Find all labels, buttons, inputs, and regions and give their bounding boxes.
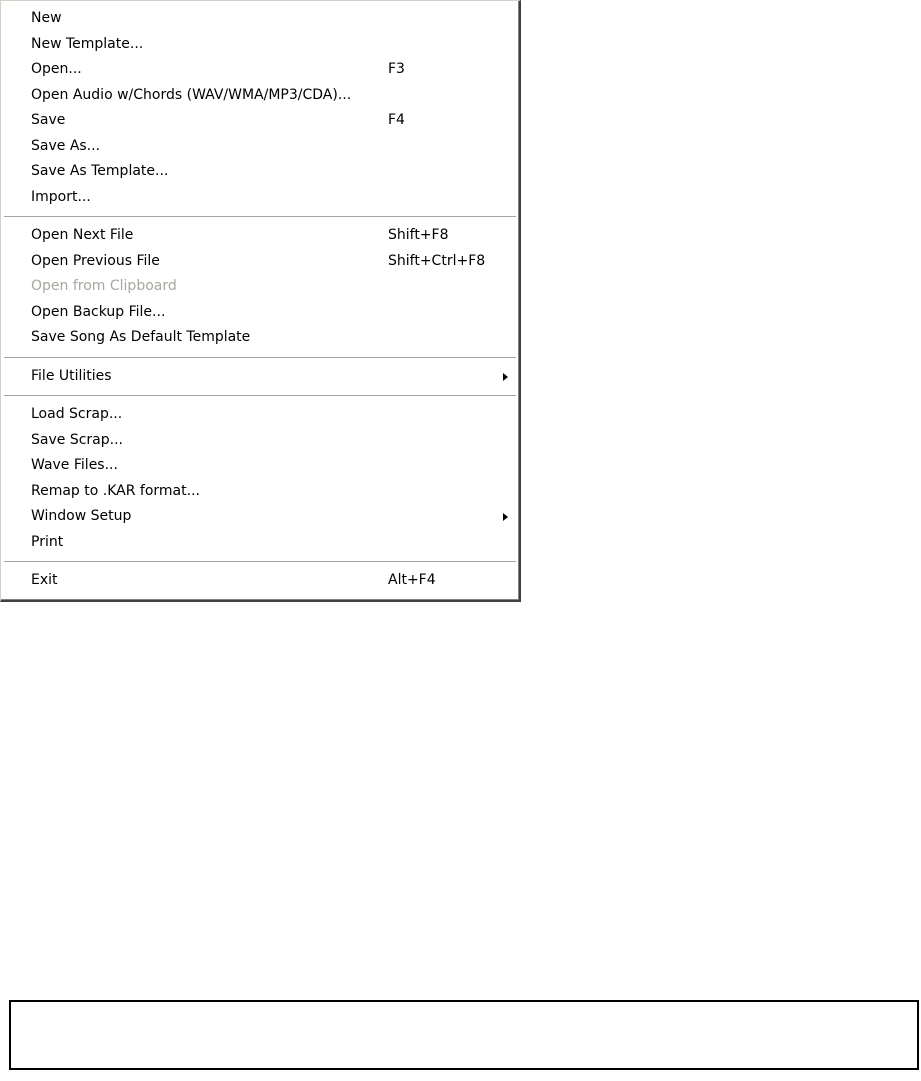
menu-item-label: Load Scrap... [31,406,123,422]
menu-separator [1,389,519,402]
menu-item-label: Save Scrap... [31,431,123,448]
menu-item-remap-to-kar[interactable] [1,479,519,505]
menu-item-save-as[interactable] [1,134,519,160]
menu-item-label: Window Setup [31,508,132,524]
menu-item-label: Open from Clipboard [31,278,177,294]
menu-item-open-from-clipboard [1,274,519,300]
submenu-arrow-icon [503,513,508,521]
empty-text-box [9,1000,919,1070]
menu-item-label: Import... [31,188,91,205]
menu-item-save-scrap[interactable] [1,428,519,454]
menu-item-import[interactable] [1,185,519,211]
menu-item-exit[interactable] [1,568,519,594]
menu-item-shortcut: F4 [388,112,405,128]
menu-item-label: Open Backup File... [31,303,166,320]
menu-item-label: New Template... [31,35,144,52]
menu-item-save-as-template[interactable] [1,159,519,185]
menu-item-label: Open... [31,61,82,77]
menu-item-label: Save As Template... [31,163,169,179]
menu-item-label: Open Audio w/Chords (WAV/WMA/MP3/CDA)... [31,86,352,103]
menu-item-wave-files[interactable] [1,453,519,479]
menu-item-new-template[interactable] [1,32,519,58]
menu-item-shortcut: Alt+F4 [388,572,436,588]
menu-item-label: Save Song As Default Template [31,329,251,345]
menu-item-open-audio-with-chords[interactable] [1,83,519,109]
menu-item-window-setup[interactable] [1,504,519,530]
menu-item-label: Open Previous File [31,252,160,269]
menu-item-print[interactable] [1,530,519,556]
menu-item-open[interactable] [1,57,519,83]
menu-item-label: File Utilities [31,367,112,384]
menu-item-shortcut: F3 [388,61,405,77]
menu-separator [1,351,519,364]
menu-item-load-scrap[interactable] [1,402,519,428]
menu-item-save[interactable] [1,108,519,134]
menu-item-label: Exit [31,572,58,588]
menu-item-shortcut: Shift+Ctrl+F8 [388,252,486,269]
submenu-arrow-icon [503,373,508,381]
menu-item-label: Save As... [31,137,101,154]
menu-item-new[interactable] [1,6,519,32]
menu-item-label: Remap to .KAR format... [31,482,200,499]
menu-item-label: Print [31,533,64,550]
menu-separator [1,210,519,223]
menu-item-label: Save [31,112,66,128]
file-menu [0,0,521,602]
menu-separator [1,555,519,568]
menu-item-open-backup-file[interactable] [1,300,519,326]
menu-item-shortcut: Shift+F8 [388,227,449,243]
menu-item-open-next-file[interactable] [1,223,519,249]
menu-item-label: Open Next File [31,227,134,243]
menu-item-save-song-as-default-template[interactable] [1,325,519,351]
menu-item-label: Wave Files... [31,457,118,473]
menu-item-file-utilities[interactable] [1,364,519,390]
menu-item-open-previous-file[interactable] [1,249,519,275]
menu-item-label: New [31,10,62,26]
